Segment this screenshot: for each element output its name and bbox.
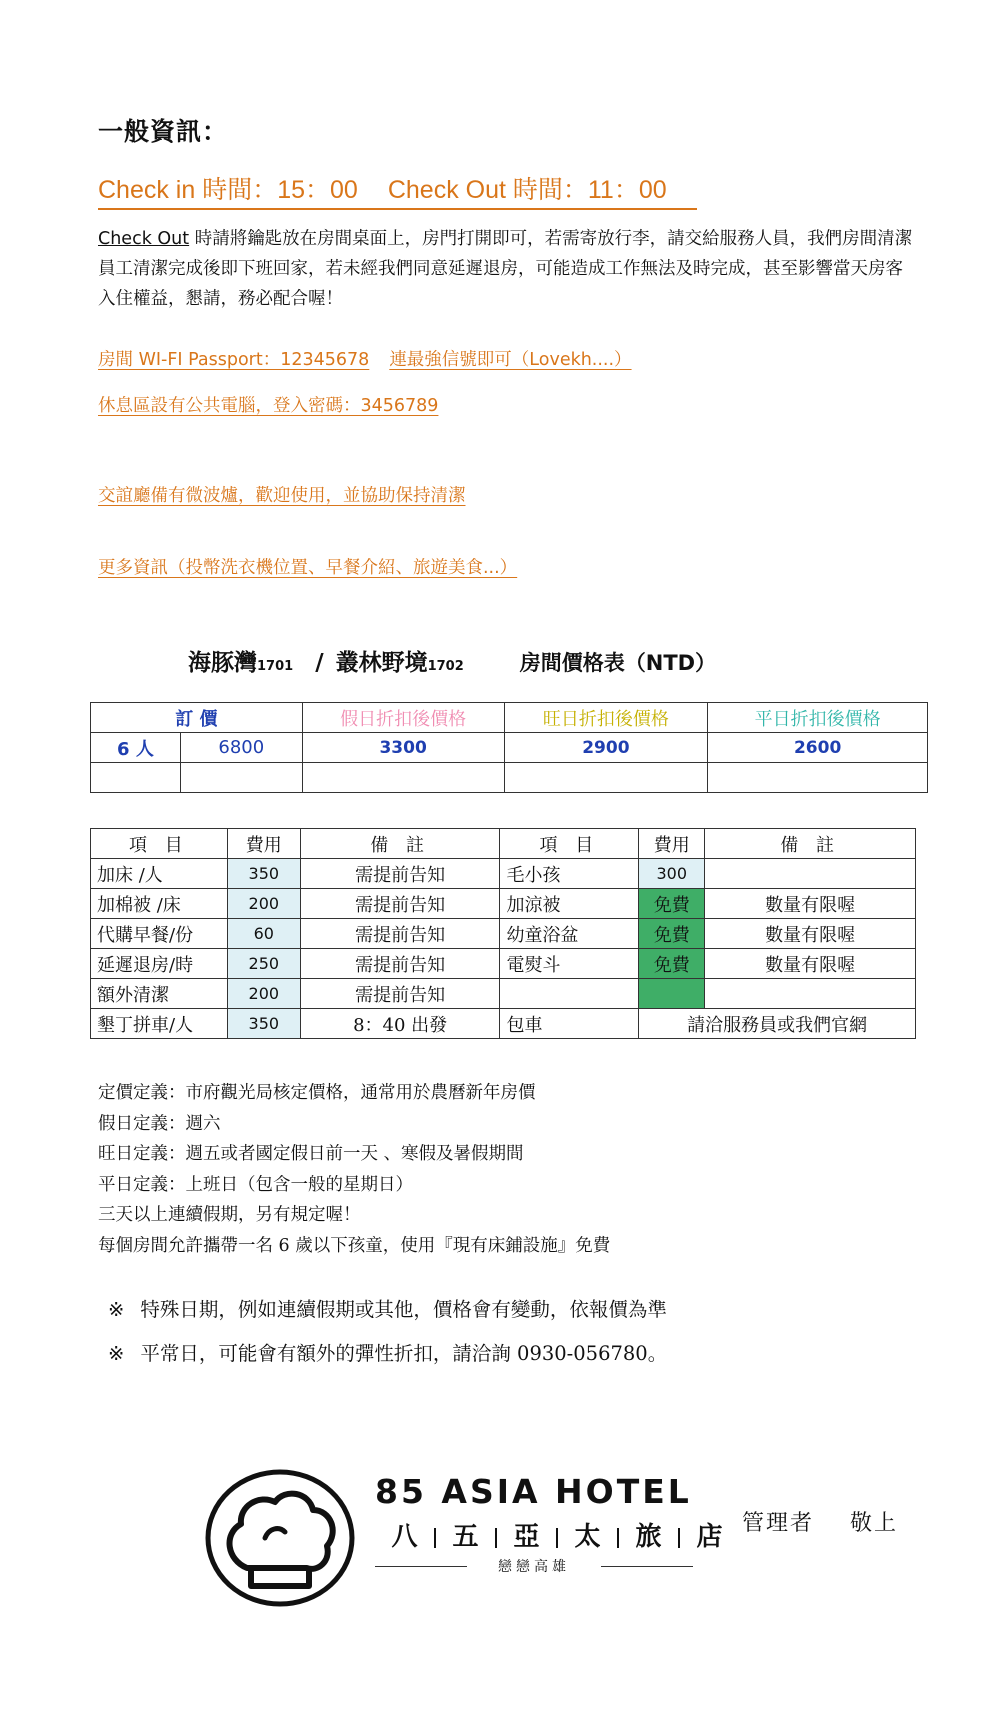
reference-mark-icon: ※ xyxy=(108,1298,125,1321)
fee-header-item: 項 目 xyxy=(91,829,228,859)
empty-cell xyxy=(504,763,708,793)
room-number-2: 1702 xyxy=(427,659,464,674)
checkout-time: Check Out 時間：11：00 xyxy=(387,176,667,204)
wifi-info xyxy=(98,346,632,371)
fee-note-2: 數量有限喔 xyxy=(705,889,916,919)
definition-item: 旺日定義：週五或者國定假日前一天 、寒假及暑假期間 xyxy=(98,1144,524,1164)
definitions-list xyxy=(98,1078,610,1261)
fee-item-2: 加涼被 xyxy=(500,889,639,919)
header-holiday-price: 假日折扣後價格 xyxy=(302,703,504,733)
remarks-list xyxy=(108,1288,667,1376)
fee-amount: 60 xyxy=(227,919,300,949)
table-row xyxy=(91,889,916,919)
fee-item: 延遲退房/時 xyxy=(91,949,228,979)
general-info-heading: 一般資訊： xyxy=(98,117,229,146)
microwave-info: 交誼廳備有微波爐，歡迎使用，並協助保持清潔 xyxy=(98,486,466,506)
fee-item-2: 幼童浴盆 xyxy=(500,919,639,949)
fee-amount: 350 xyxy=(227,1009,300,1039)
fee-header-note-2: 備 註 xyxy=(705,829,916,859)
header-weekday-price: 平日折扣後價格 xyxy=(708,703,928,733)
table-row xyxy=(91,919,916,949)
fee-note: 需提前告知 xyxy=(300,949,500,979)
hotel-name-cn xyxy=(375,1516,739,1553)
room-name-2: 叢林野境 xyxy=(335,650,428,676)
table-row xyxy=(91,859,916,889)
reference-mark-icon: ※ xyxy=(108,1342,125,1365)
fee-amount: 350 xyxy=(227,859,300,889)
persons-cell: 6 人 xyxy=(91,733,181,763)
fee-item: 代購早餐/份 xyxy=(91,919,228,949)
fee-header-item-2: 項 目 xyxy=(500,829,639,859)
table-row xyxy=(91,949,916,979)
room-number-1: 1701 xyxy=(257,659,294,674)
holiday-price-cell: 3300 xyxy=(302,733,504,763)
more-info: 更多資訊（投幣洗衣機位置、早餐介紹、旅遊美食...） xyxy=(98,558,518,578)
fee-amount-2: 免費 xyxy=(639,919,705,949)
check-times xyxy=(98,170,697,210)
fee-item: 墾丁拼車/人 xyxy=(91,1009,228,1039)
definition-item: 平日定義：上班日（包含一般的星期日） xyxy=(98,1174,413,1195)
definition-item: 三天以上連續假期，另有規定喔！ xyxy=(98,1205,361,1225)
fee-amount: 200 xyxy=(227,979,300,1009)
table-row xyxy=(91,1009,916,1039)
fee-note: 8：40 出發 xyxy=(300,1009,500,1039)
fee-header-note: 備 註 xyxy=(300,829,500,859)
checkout-instructions xyxy=(98,224,918,314)
hotel-name-char: 太 xyxy=(574,1522,601,1552)
wifi-password: 房間 WI-FI Passport：12345678 xyxy=(98,350,370,370)
fee-amount: 250 xyxy=(227,949,300,979)
checkin-time: Check in 時間：15：00 xyxy=(98,176,358,204)
definition-item: 每個房間允許攜帶一名 6 歲以下孩童，使用『現有床鋪設施』免費 xyxy=(98,1235,611,1256)
definition-item: 假日定義：週六 xyxy=(98,1113,221,1134)
hotel-name-char: 亞 xyxy=(513,1522,540,1552)
room-slash: / xyxy=(315,650,324,676)
hotel-name-en: 85 ASIA HOTEL xyxy=(375,1472,692,1511)
remark-text: 平常日，可能會有額外的彈性折扣，請洽詢 0930-056780。 xyxy=(140,1342,668,1365)
empty-cell xyxy=(302,763,504,793)
signature xyxy=(742,1506,898,1537)
fee-item: 加床 /人 xyxy=(91,859,228,889)
fee-amount-2: 免費 xyxy=(639,889,705,919)
checkout-instructions-text: 時請將鑰匙放在房間桌面上，房門打開即可，若需寄放行李，請交給服務人員，我們房間清潔員工清潔完成後即下班回家，若未經我們同意延遲退房，可能造成工作無法及時完成，甚至影響當天房客入住權益，懇請，務必配合喔！ xyxy=(98,229,913,309)
fee-note: 需提前告知 xyxy=(300,859,500,889)
remark-text: 特殊日期，例如連續假期或其他，價格會有變動，依報價為準 xyxy=(140,1298,667,1321)
fee-note-2: 數量有限喔 xyxy=(705,949,916,979)
fee-amount: 200 xyxy=(227,889,300,919)
price-table-title: 房間價格表（NTD） xyxy=(519,651,717,675)
fee-note: 需提前告知 xyxy=(300,889,500,919)
fee-note: 需提前告知 xyxy=(300,919,500,949)
fee-note-2 xyxy=(705,979,916,1009)
fee-item-2: 電熨斗 xyxy=(500,949,639,979)
empty-cell xyxy=(180,763,302,793)
definition-item: 定價定義：市府觀光局核定價格，通常用於農曆新年房價 xyxy=(98,1083,536,1103)
fee-item: 額外清潔 xyxy=(91,979,228,1009)
fee-item-2 xyxy=(500,979,639,1009)
room-price-table xyxy=(90,702,928,793)
signature-manager: 管理者 xyxy=(742,1511,815,1536)
weekday-price-cell: 2600 xyxy=(708,733,928,763)
header-peak-price: 旺日折扣後價格 xyxy=(504,703,708,733)
hotel-name-char: 店 xyxy=(696,1522,723,1552)
signature-regards: 敬上 xyxy=(850,1511,899,1536)
hotel-name-char: 八 xyxy=(391,1522,418,1552)
room-name-1: 海豚灣 xyxy=(188,650,257,676)
fee-item-2: 包車 xyxy=(500,1009,639,1039)
hotel-name-char: 五 xyxy=(452,1522,479,1552)
public-pc-info: 休息區設有公共電腦，登入密碼：3456789 xyxy=(98,396,439,416)
extra-fee-table xyxy=(90,828,916,1039)
header-list-price: 訂 價 xyxy=(91,703,303,733)
remark-item xyxy=(108,1288,667,1332)
fee-note-2: 數量有限喔 xyxy=(705,919,916,949)
empty-cell xyxy=(708,763,928,793)
remark-item xyxy=(108,1332,667,1376)
checkout-lead: Check Out xyxy=(98,229,190,249)
wifi-hint: 連最強信號即可（Lovekh....） xyxy=(389,350,632,370)
fee-item-2: 毛小孩 xyxy=(500,859,639,889)
fee-header-fee: 費用 xyxy=(227,829,300,859)
charter-note: 請洽服務員或我們官網 xyxy=(639,1009,916,1039)
room-title xyxy=(188,644,716,677)
table-row xyxy=(91,979,916,1009)
fee-note-2 xyxy=(705,859,916,889)
chef-hat-icon xyxy=(205,1468,355,1608)
hotel-slogan: 戀戀高雄 xyxy=(375,1556,693,1576)
fee-header-fee-2: 費用 xyxy=(639,829,705,859)
list-price-cell: 6800 xyxy=(180,733,302,763)
fee-amount-2 xyxy=(639,979,705,1009)
fee-item: 加棉被 /床 xyxy=(91,889,228,919)
fee-note: 需提前告知 xyxy=(300,979,500,1009)
fee-amount-2: 免費 xyxy=(639,949,705,979)
hotel-name-char: 旅 xyxy=(635,1522,662,1552)
empty-cell xyxy=(91,763,181,793)
fee-amount-2: 300 xyxy=(639,859,705,889)
peak-price-cell: 2900 xyxy=(504,733,708,763)
